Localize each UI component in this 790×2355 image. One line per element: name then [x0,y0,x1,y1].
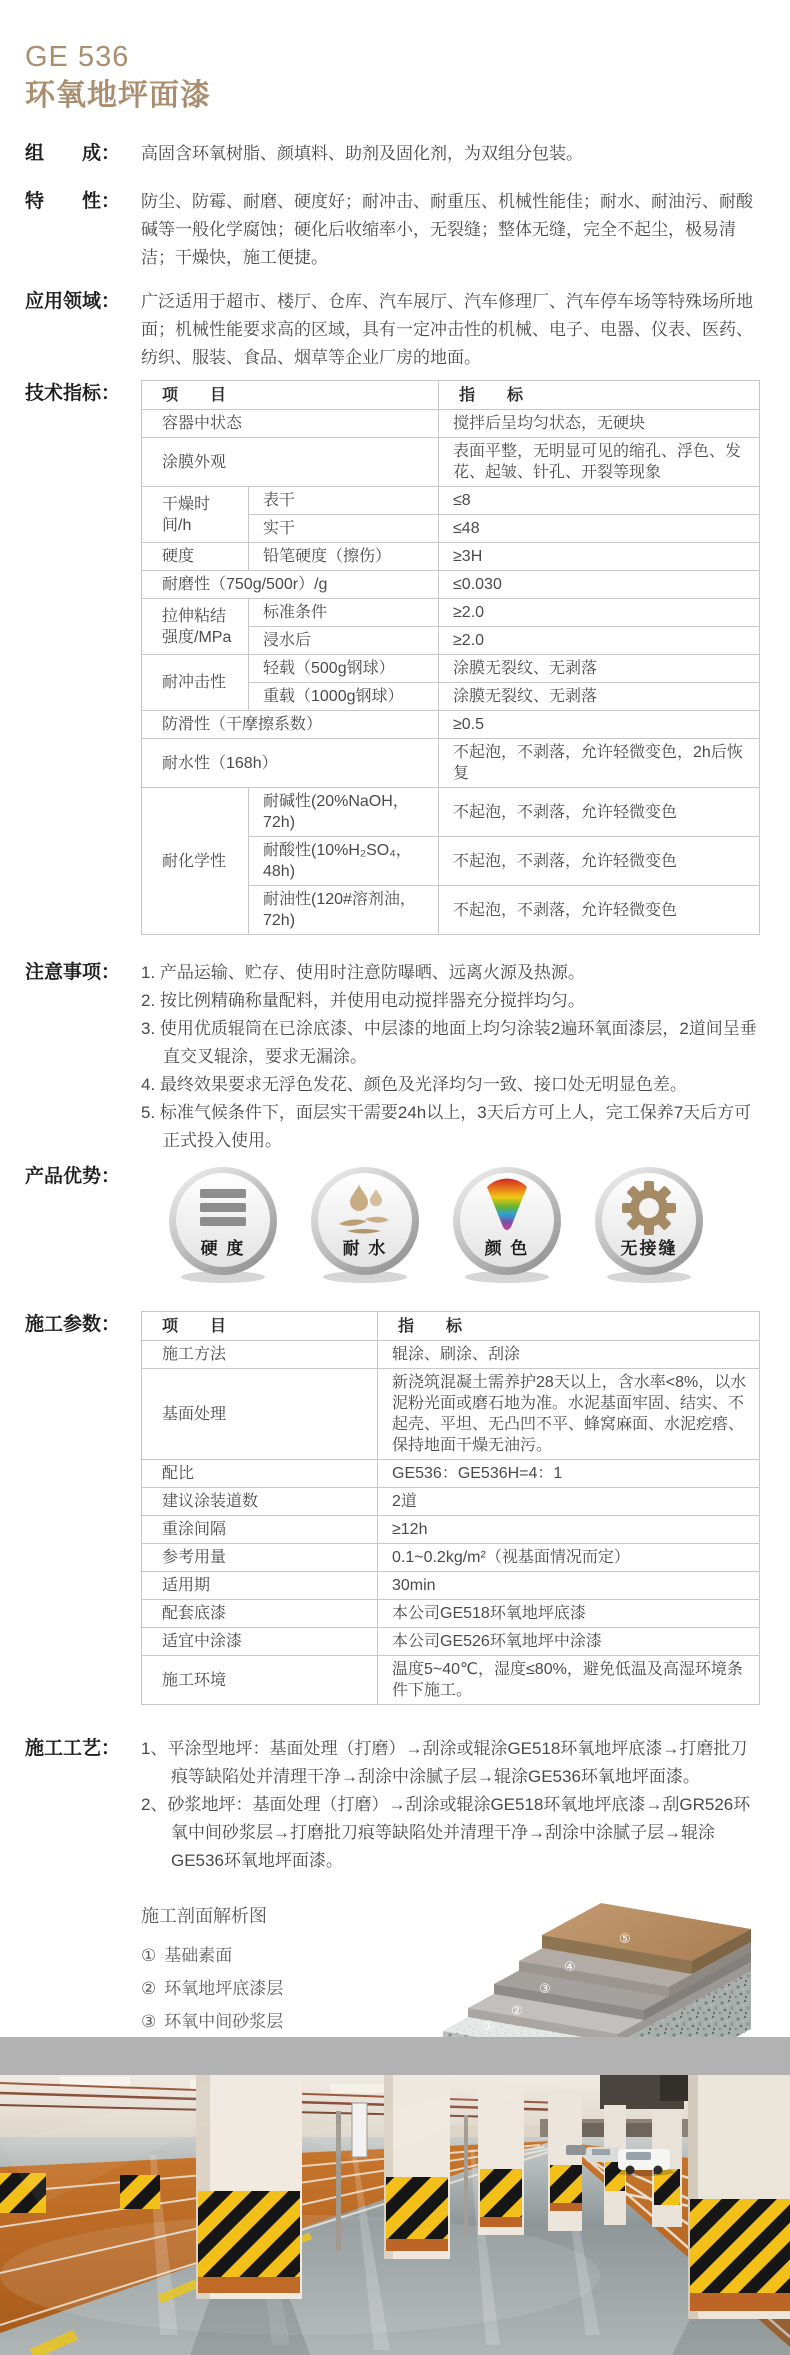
col-header-spec: 指 标 [378,1312,760,1341]
table-row [142,1460,760,1488]
cell-spec: 不起泡，不剥落，允许轻微变色，2h后恢复 [439,739,760,788]
list-item: 3. 使用优质辊筒在已涂底漆、中层漆的地面上均匀涂装2遍环氧面漆层，2道间呈垂直交叉辊涂，要求无漏涂。 [141,1019,757,1066]
cell-spec: ≤0.030 [439,571,760,599]
badge-label: 无接缝 [620,1239,678,1258]
cell-spec: 不起泡，不剥落，允许轻微变色 [439,788,760,837]
diagram-title: 施工剖面解析图 [141,1906,267,1926]
table-row [142,1572,760,1600]
list-item: 2. 按比例精确称量配料，并使用电动搅拌器充分搅拌均匀。 [141,991,585,1010]
cell-subitem: 耐酸性(10%H₂SO₄，48h) [249,837,439,886]
table-row [142,543,760,571]
diagram-number-3: ③ [539,1981,551,1996]
section-composition [0,140,790,168]
cell-subitem: 重载（1000g钢球） [249,683,439,711]
notes-body [141,959,760,1155]
cell-item: 拉伸粘结强度/MPa [142,599,249,655]
title-block [25,40,790,118]
gear-icon [593,1163,705,1285]
cell-spec: ≥2.0 [439,599,760,627]
cell-item: 容器中状态 [142,410,439,438]
table-row [142,1341,760,1369]
col-header-item: 项 目 [142,381,439,410]
badge-color [451,1163,563,1285]
cell-spec: 温度5~40℃，湿度≤80%，避免低温及高湿环境条件下施工。 [378,1656,760,1705]
tech-specs-body [141,380,760,935]
section-application [0,288,790,372]
params-label: 施工参数： [25,1314,121,1335]
table-row [142,381,760,410]
cell-spec: 涂膜无裂纹、无剥落 [439,655,760,683]
cell-spec: ≥3H [439,543,760,571]
cell-spec: GE536：GE536H=4：1 [378,1460,760,1488]
table-row [142,1369,760,1460]
cell-spec: 本公司GE526环氧地坪中涂漆 [378,1628,760,1656]
composition-label: 组 成： [25,143,121,164]
parking-garage-photo [0,2075,790,2355]
cell-spec: 辊涂、刷涂、刮涂 [378,1341,760,1369]
advantages-label: 产品优势： [25,1166,121,1187]
cell-item: 配套底漆 [142,1600,378,1628]
layer-number: ① [141,1946,157,1965]
cell-spec: 表面平整，无明显可见的缩孔、浮色、发花、起皱、针孔、开裂等现象 [439,438,760,487]
cell-spec: ≥0.5 [439,711,760,739]
cell-item: 施工方法 [142,1341,378,1369]
layer-number: ③ [141,2012,157,2031]
cell-spec: 2道 [378,1488,760,1516]
section-features [0,188,790,272]
table-row [142,1488,760,1516]
section-process [0,1735,790,1875]
cell-spec: 不起泡，不剥落，允许轻微变色 [439,886,760,935]
separator-band [0,2037,790,2075]
badge-label: 颜 色 [484,1239,530,1258]
cell-item: 耐磨性（750g/500r）/g [142,571,439,599]
cell-item: 耐水性（168h） [142,739,439,788]
advantages-body [141,1163,760,1285]
notes-list [141,959,760,1155]
cell-subitem: 表干 [249,487,439,515]
cell-subitem: 标准条件 [249,599,439,627]
hardness-bars-icon [167,1163,279,1285]
table-row [142,711,760,739]
cell-spec: 不起泡，不剥落，允许轻微变色 [439,837,760,886]
params-body [141,1311,760,1705]
cell-spec: 30min [378,1572,760,1600]
table-row [142,1600,760,1628]
table-row [142,1312,760,1341]
diagram-number-1: ① [483,2018,495,2033]
table-row [142,438,760,487]
table-row [142,1516,760,1544]
tech-specs-table [141,380,760,935]
diagram-layer-item [141,2005,431,2038]
application-text: 广泛适用于超市、楼厅、仓库、汽车展厅、汽车修理厂、汽车停车场等特殊场所地面；机械性能要求高的区域，具有一定冲击性的机械、电子、电器、仪表、医药、纺织、服装、食品、烟草等企业厂房的地面。 [141,292,753,367]
section-tech-specs [0,380,790,935]
table-row [142,410,760,438]
cell-spec: ≥12h [378,1516,760,1544]
table-row [142,599,760,627]
layer-label: 环氧中间砂浆层 [164,2012,284,2031]
cell-spec: 涂膜无裂纹、无剥落 [439,683,760,711]
table-row [142,571,760,599]
table-row [142,739,760,788]
cell-item: 涂膜外观 [142,438,439,487]
process-label: 施工工艺： [25,1738,121,1759]
notes-label: 注意事项： [25,962,121,983]
cell-spec: 搅拌后呈均匀状态，无硬块 [439,410,760,438]
layer-number: ② [141,1979,157,1998]
col-header-item: 项 目 [142,1312,378,1341]
table-row [142,1656,760,1705]
cell-item: 耐冲击性 [142,655,249,711]
cell-spec: 本公司GE518环氧地坪底漆 [378,1600,760,1628]
advantage-badges [167,1163,760,1285]
section-params [0,1311,790,1705]
cell-subitem: 轻载（500g钢球） [249,655,439,683]
cell-item: 干燥时间/h [142,487,249,543]
features-text: 防尘、防霉、耐磨、硬度好；耐冲击、耐重压、机械性能佳；耐水、耐油污、耐酸碱等一般化学腐蚀；硬化后收缩率小，无裂缝；整体无缝，完全不起尘，极易清洁；干燥快，施工便捷。 [141,192,753,267]
cell-item: 硬度 [142,543,249,571]
process-body [141,1735,760,1875]
cell-spec: 0.1~0.2kg/m²（视基面情况而定） [378,1544,760,1572]
diagram-number-2: ② [511,2003,523,2018]
section-advantages [0,1163,790,1285]
application-label: 应用领域： [25,291,121,312]
product-name: 环氧地坪面漆 [25,79,211,112]
layer-label: 基础素面 [164,1946,233,1965]
badge-water [309,1163,421,1285]
table-row [142,655,760,683]
cell-subitem: 浸水后 [249,627,439,655]
badge-label: 硬 度 [200,1239,246,1258]
table-row [142,1544,760,1572]
diagram-layer-item [141,1972,431,2005]
cell-item: 基面处理 [142,1369,378,1460]
color-fan-icon [451,1163,563,1285]
list-item: 5. 标准气候条件下，面层实干需要24h以上，3天后方可上人，完工保养7天后方可正式投入使用。 [141,1103,752,1150]
diagram-number-4: ④ [564,1959,576,1974]
params-table [141,1311,760,1705]
list-item: 1. 产品运输、贮存、使用时注意防曝晒、远离火源及热源。 [141,963,585,982]
cell-item: 适用期 [142,1572,378,1600]
badge-label: 耐 水 [342,1239,388,1258]
section-notes [0,959,790,1155]
table-row [142,487,760,515]
cell-subitem: 铅笔硬度（擦伤） [249,543,439,571]
table-row [142,788,760,837]
diagram-number-5: ⑤ [619,1931,631,1946]
features-label: 特 性： [25,191,121,212]
cell-subitem: 耐油性(120#溶剂油，72h) [249,886,439,935]
badge-seamless [593,1163,705,1285]
water-drops-icon [309,1163,421,1285]
product-model: GE 536 [25,41,130,73]
cell-item: 建议涂装道数 [142,1488,378,1516]
diagram-layer-item [141,1939,431,1972]
cell-subitem: 耐碱性(20%NaOH，72h) [249,788,439,837]
cell-item: 重涂间隔 [142,1516,378,1544]
table-row [142,1628,760,1656]
cell-item: 施工环境 [142,1656,378,1705]
list-item: 1、平涂型地坪：基面处理（打磨）→刮涂或辊涂GE518环氧地坪底漆→打磨批刀痕等缺陷处并清理干净→刮涂中涂腻子层→辊涂GE536环氧地坪面漆。 [141,1739,748,1786]
list-item: 4. 最终效果要求无浮色发花、颜色及光泽均匀一致、接口处无明显色差。 [141,1075,687,1094]
cell-item: 参考用量 [142,1544,378,1572]
cell-subitem: 实干 [249,515,439,543]
cell-item: 适宜中涂漆 [142,1628,378,1656]
composition-text: 高固含环氧树脂、颜填料、助剂及固化剂，为双组分包装。 [141,144,583,163]
cell-spec: 新浇筑混凝土需养护28天以上，含水率<8%，以水泥粉光面或磨石地为准。水泥基面牢固、结实、不起壳、平坦、无凸凹不平、蜂窝麻面、水泥疙瘩、保持地面干燥无油污。 [378,1369,760,1460]
layer-label: 环氧地坪底漆层 [164,1979,284,1998]
cell-spec: ≥2.0 [439,627,760,655]
cell-spec: ≤48 [439,515,760,543]
cell-item: 配比 [142,1460,378,1488]
badge-hardness [167,1163,279,1285]
tech-specs-label: 技术指标： [25,383,121,404]
col-header-spec: 指 标 [439,381,760,410]
cell-item: 耐化学性 [142,788,249,935]
process-list [141,1735,760,1875]
list-item: 2、砂浆地坪：基面处理（打磨）→刮涂或辊涂GE518环氧地坪底漆→刮GR526环氧中间砂浆层→打磨批刀痕等缺陷处并清理干净→刮涂中涂腻子层→辊涂GE536环氧地坪面漆。 [141,1795,751,1870]
cell-item: 防滑性（干摩擦系数） [142,711,439,739]
cell-spec: ≤8 [439,487,760,515]
